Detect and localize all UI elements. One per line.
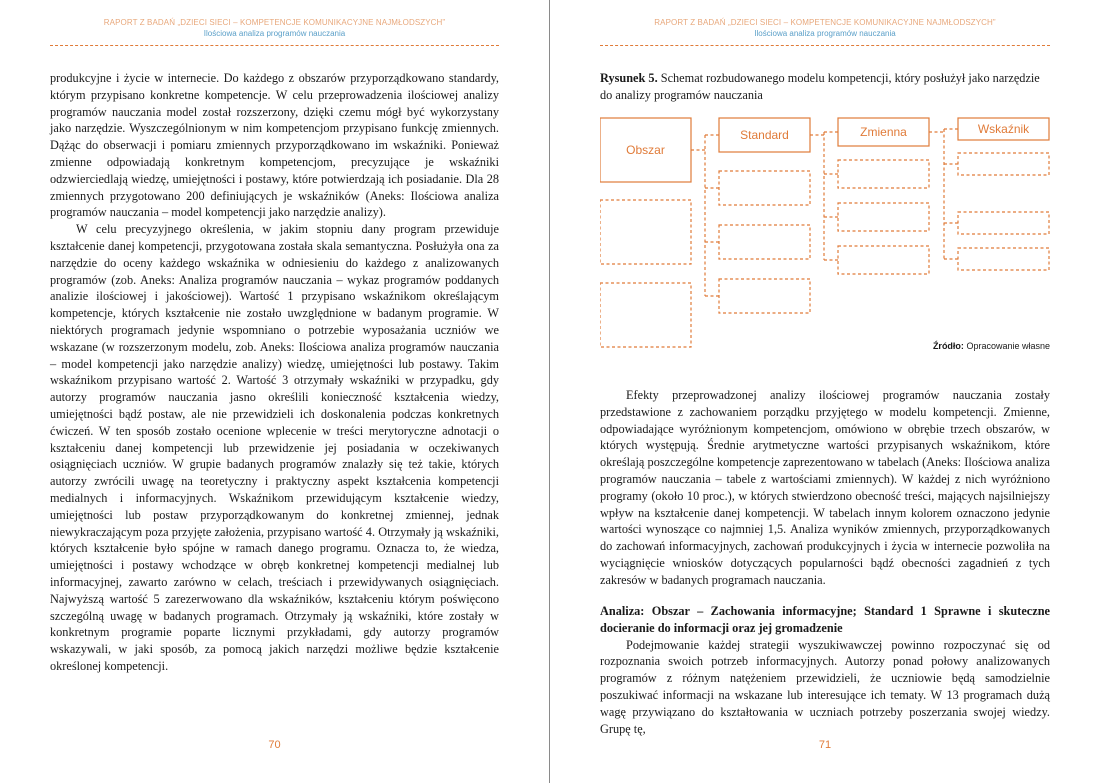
- left-body-text: [50, 70, 499, 675]
- header-divider: [50, 45, 499, 46]
- standard-placeholder: [719, 225, 810, 259]
- running-header: [50, 17, 499, 46]
- report-title: RAPORT Z BADAŃ „DZIECI SIECI – KOMPETENCJE KOMUNIKACYJNE NAJMŁODSZYCH”: [654, 18, 996, 27]
- right-body-text-section: [600, 603, 1050, 737]
- figure-source: [933, 341, 1050, 351]
- obszar-placeholder: [600, 283, 691, 347]
- source-label: Źródło:: [932, 341, 964, 351]
- obszar-label: Obszar: [626, 143, 665, 157]
- standard-placeholder: [719, 279, 810, 313]
- zmienna-placeholder: [838, 246, 929, 274]
- section-title: Ilościowa analiza programów nauczania: [203, 29, 346, 38]
- obszar-placeholder: [600, 200, 691, 264]
- standard-label: Standard: [740, 128, 789, 142]
- wskaznik-placeholder: [958, 212, 1049, 234]
- figure-label: Rysunek 5.: [600, 71, 658, 85]
- zmienna-placeholder: [838, 203, 929, 231]
- paragraph: W celu precyzyjnego określenia, w jakim stopniu dany program przewiduje kształcenie danej kompetencji, przygotowana została skala semantyczna. Posłużyła ona za narzędzie do oceny każdego wskaźnika w odniesieniu do każdego z analizowanych programów (zob. Aneks: Analiza programów nauczania – wykaz programów poddanych analizie ilościowej i jakościowej). Wartość 1 przypisano wskaźnikom określającym kompetencje, których kształcenie nie zostało uwzględnione w badanym programie. W niektórych programach jedynie wspomniano o potrzebie wyposażania uczniów we wskazane (w rozszerzonym modelu, zob. Aneks: Ilościowa analiza programów nauczania – model kompetencji jako narzędzie analizy) wiedzę, umiejętności lub postawy. Takim wskaźnikom przypisano wartość 2. Wartość 3 otrzymały wskaźniki w przypadku, gdy autorzy programów nauczania jasno określili konieczność kształcenia wiedzy, umiejętności bądź postaw, ale nie przewidzieli ich doskonalenia podczas konkretnych ćwiczeń. W ten sposób zostało ocenione wplecenie w treści merytoryczne adnotacji o kształceniu danej kompetencji lub przewidzenie jej posiadania w oczekiwanych osiągnięciach uczniów. W grupie badanych programów znalazły się też takie, których autorzy zwrócili uwagę na teoretyczny i praktyczny aspekt kształcenia kompetencji medialnych i informacyjnych. Wskaźnikom przewidującym kształcenie wiedzy, umiejętności lub postaw przyporządkowanym do konkretnej zmiennej, jednak niewykraczającym poza przyjęte założenia, przypisano wartość 4. Otrzymały ją wskaźniki, których kształcenie było spójne w ramach danego programu. Oznacza to, że wiedza, umiejętności i postawy wchodzące w obręb konkretnej kompetencji medialnej lub informacyjnej, zawarto zarówno w celach, treściach i przewidywanych osiągnięciach. Najwyższą wartość 5 zarezerwowano dla wskaźników, kształceniu którym poświęcono szczególną uwagę w badanych programach. Otrzymały ją wskaźniki, które zostały w konkretnym programie poparte licznymi przykładami, gdy autorzy programów wskazywali, w jaki sposób, za pomocą jakich narzędzi możliwe będzie kształcenie określonej kompetencji.: [50, 222, 499, 673]
- right-page: [550, 0, 1100, 783]
- section-heading: Analiza: Obszar – Zachowania informacyjne; Standard 1 Sprawne i skuteczne docieranie do informacji oraz jej gromadzenie: [600, 604, 1050, 635]
- competence-model-diagram: [600, 112, 1050, 352]
- wskaznik-label: Wskaźnik: [977, 122, 1030, 136]
- paragraph: Podejmowanie każdej strategii wyszukiwawczej powinno rozpoczynać się od rozpoznania swoich potrzeb informacyjnych. Autorzy ponad połowy analizowanych programów z różnym natężeniem przewidzieli, że uczniowie będą samodzielnie poszukiwać informacji na wskazane lub interesujące ich tematy. W 13 programach dużą wagę przywiązano do kształtowania w uczniach potrzeby poszerzania swojej wiedzy. Grupę tę,: [600, 637, 1050, 736]
- paragraph: Efekty przeprowadzonej analizy ilościowej programów nauczania zostały przedstawione z zachowaniem porządku przyjętego w modelu kompetencji. Zmienne, odpowiadające wyróżnionym kompetencjom, omówiono w obrębie trzech obszarów, w których występują. Średnie arytmetyczne wartości przypisanych wskaźnikom, które określają poszczególne kompetencje zaprezentowano w tabelach (Aneks: Ilościowa analiza programów nauczania – tabele z wartościami zmiennych). W każdej z nich wyróżniono programy (około 10 proc.), w których stwierdzono obecność treści, mających najsilniejszy wpływ na kształcenie danej kompetencji. W tabelach innym kolorem oznaczono jedynie wartości wynoszące co najmniej 1,5. Analiza wyników zmiennych, przyporządkowanych do zachowań informacyjnych, zachowań produkcyjnych i życia w internecie pozwoliła na wyciągnięcie wniosków dotyczących popularności bądź obecności zagadnień z tych zakresów w badanych programach nauczania.: [600, 388, 1050, 587]
- zmienna-label: Zmienna: [860, 125, 907, 139]
- running-header: [600, 17, 1050, 46]
- paragraph: produkcyjne i życie w internecie. Do każdego z obszarów przyporządkowano standardy, którym przypisano konkretne kompetencje. W celu przeprowadzenia ilościowej analizy programów nauczania model został rozszerzony, dzięki czemu mógł być wykorzystany jako narzędzie. Wyszczególnionym w nim kompetencjom przypisano funkcję zmiennych. Dążąc do obserwacji i pomiaru zmiennych przyporządkowano im wskaźniki. Ponieważ zmienne odpowiadają konkretnym kompetencjom, precyzujące je wskaźniki odzwierciedlają wiedzę, umiejętności i postawy, które potwierdzają ich posiadanie. Dla 28 zmiennych przygotowano 200 definiujących je wskaźników (Aneks: Ilościowa analiza programów nauczania – model kompetencji jako narzędzie analizy).: [50, 71, 499, 220]
- source-text: Opracowanie własne: [966, 341, 1050, 351]
- page-number: 70: [268, 739, 281, 751]
- section-title: Ilościowa analiza programów nauczania: [754, 29, 896, 38]
- figure-caption-text: Schemat rozbudowanego modelu kompetencji, który posłużył jako narzędzie do analizy programów nauczania: [600, 71, 1040, 102]
- header-divider: [600, 45, 1050, 46]
- report-title: RAPORT Z BADAŃ „DZIECI SIECI – KOMPETENCJE KOMUNIKACYJNE NAJMŁODSZYCH”: [103, 18, 446, 27]
- figure-caption: [600, 70, 1050, 104]
- wskaznik-placeholder: [958, 248, 1049, 270]
- right-body-text: [600, 387, 1050, 589]
- page-number: 71: [818, 739, 832, 751]
- standard-placeholder: [719, 171, 810, 205]
- zmienna-placeholder: [838, 160, 929, 188]
- wskaznik-placeholder: [958, 153, 1049, 175]
